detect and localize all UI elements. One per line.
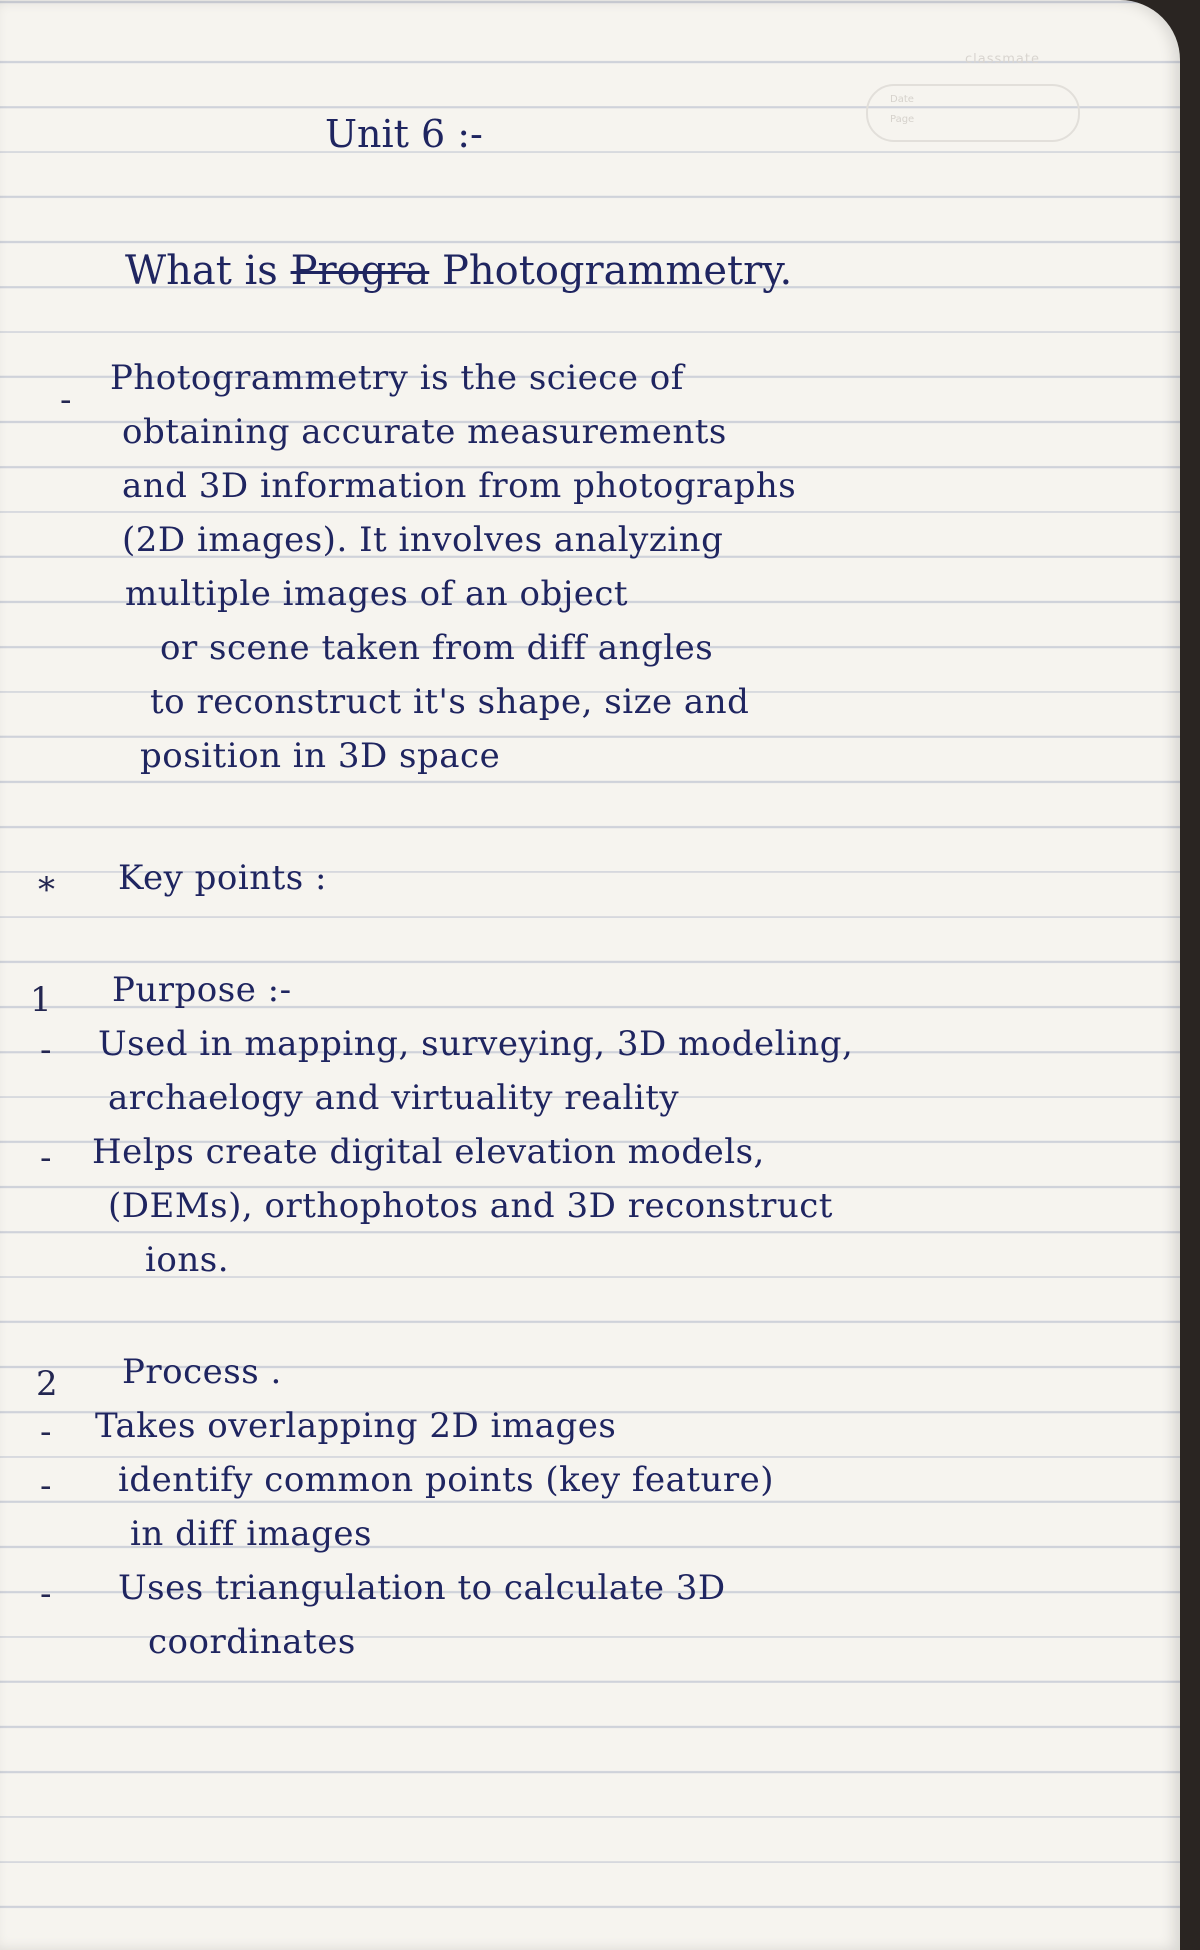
date-page-box bbox=[866, 84, 1080, 142]
definition-line: Photogrammetry is the sciece of bbox=[110, 358, 684, 398]
item-bullet: - bbox=[40, 1412, 52, 1452]
key-points-marker: * bbox=[38, 870, 55, 910]
item-line: identify common points (key feature) bbox=[118, 1460, 775, 1500]
section-number: 2 bbox=[36, 1364, 58, 1404]
definition-line: (2D images). It involves analyzing bbox=[122, 520, 724, 560]
definition-line: or scene taken from diff angles bbox=[160, 628, 714, 668]
item-bullet: - bbox=[40, 1030, 52, 1070]
item-line: archaelogy and virtuality reality bbox=[108, 1078, 680, 1118]
key-points-heading: Key points : bbox=[118, 858, 328, 898]
definition-line: multiple images of an object bbox=[125, 574, 629, 614]
section-title: Process . bbox=[122, 1352, 282, 1392]
item-line: ions. bbox=[145, 1240, 229, 1280]
struck-word: Progra bbox=[290, 248, 430, 294]
item-line: Takes overlapping 2D images bbox=[95, 1406, 617, 1446]
unit-title: Unit 6 :- bbox=[325, 112, 483, 156]
question-topic: Photogrammetry. bbox=[441, 248, 793, 294]
notebook-brand: classmate bbox=[965, 52, 1040, 67]
page-label: Page bbox=[890, 114, 915, 125]
item-bullet: - bbox=[40, 1138, 52, 1178]
section-title: Purpose :- bbox=[112, 970, 292, 1010]
question-heading bbox=[125, 248, 792, 294]
item-bullet: - bbox=[40, 1466, 52, 1506]
definition-line: and 3D information from photographs bbox=[122, 466, 797, 506]
item-line: coordinates bbox=[148, 1622, 356, 1662]
definition-line: to reconstruct it's shape, size and bbox=[150, 682, 750, 722]
item-line: (DEMs), orthophotos and 3D reconstruct bbox=[108, 1186, 833, 1226]
item-line: Helps create digital elevation models, bbox=[92, 1132, 765, 1172]
date-label: Date bbox=[890, 94, 914, 105]
definition-bullet: - bbox=[60, 380, 72, 420]
item-line: Uses triangulation to calculate 3D bbox=[118, 1568, 726, 1608]
definition-line: obtaining accurate measurements bbox=[122, 412, 727, 452]
definition-line: position in 3D space bbox=[140, 736, 501, 776]
section-number: 1 bbox=[30, 980, 52, 1020]
item-line: in diff images bbox=[130, 1514, 372, 1554]
item-line: Used in mapping, surveying, 3D modeling, bbox=[98, 1024, 854, 1064]
item-bullet: - bbox=[40, 1574, 52, 1614]
question-prefix: What is bbox=[125, 248, 278, 294]
